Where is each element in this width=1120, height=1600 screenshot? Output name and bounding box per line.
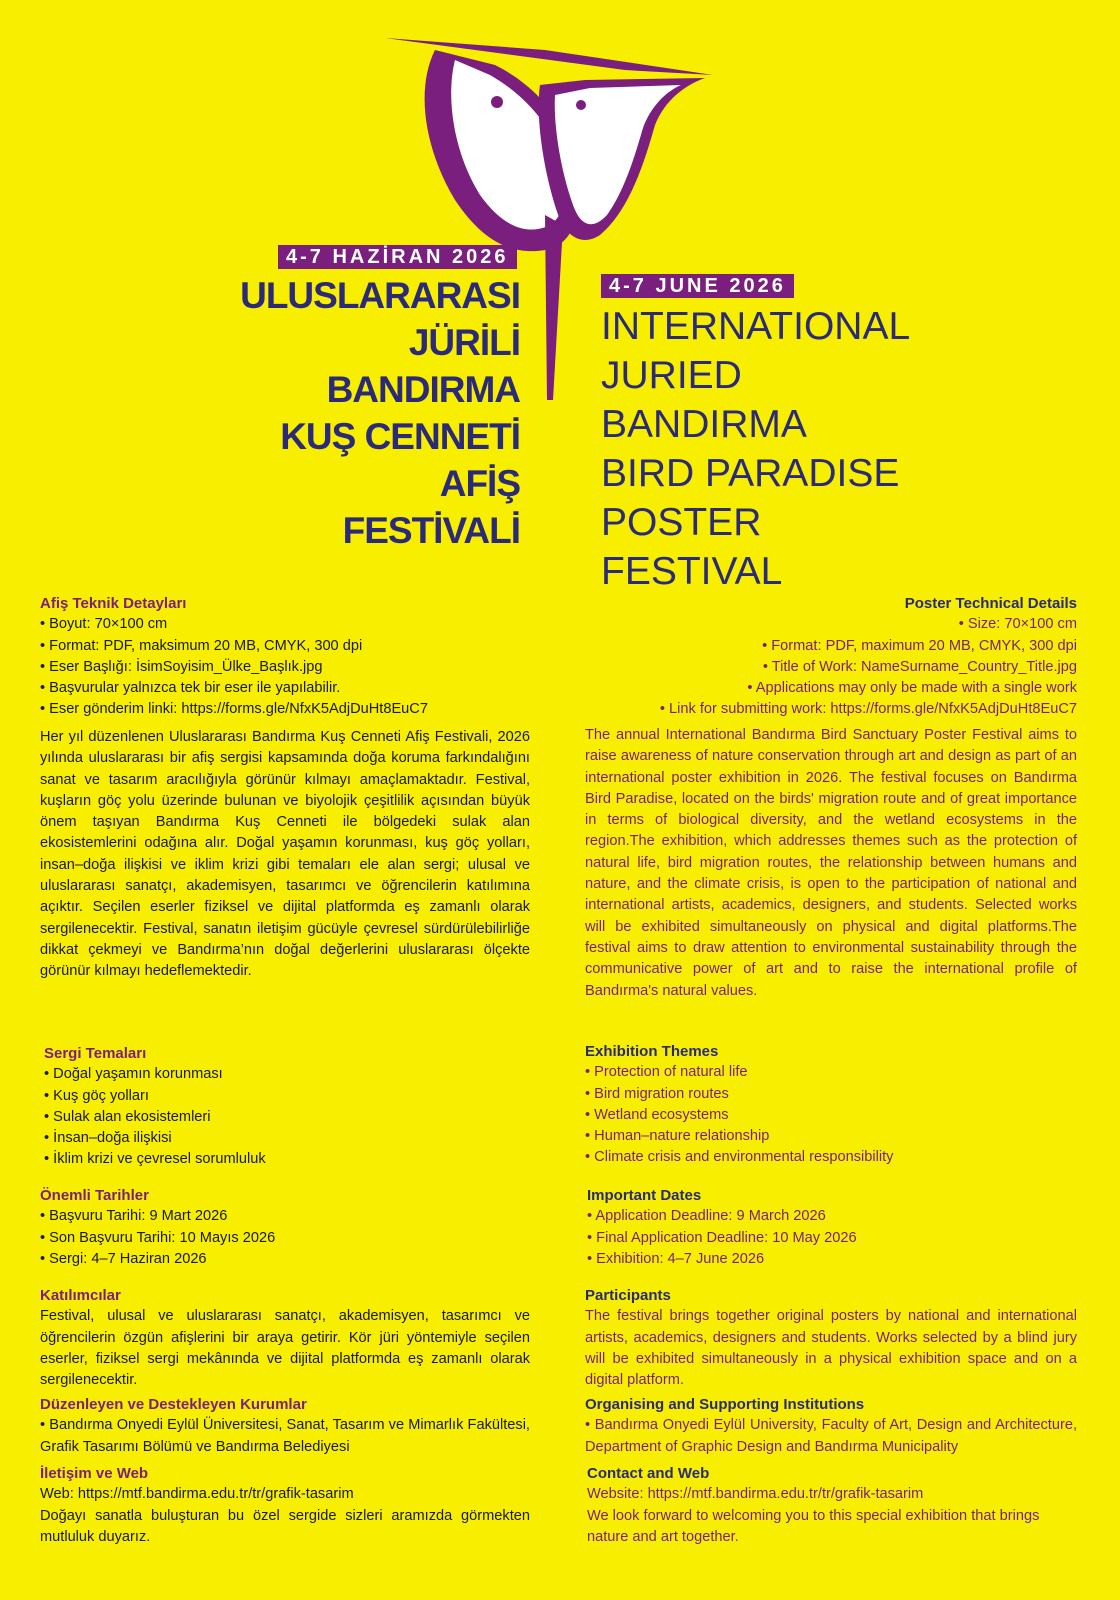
list-item: • Sulak alan ekosistemleri: [44, 1108, 211, 1125]
tr-organisers-section: [40, 1394, 530, 1458]
list-item: • Kuş göç yolları: [44, 1087, 149, 1104]
list-item: • Application Deadline: 9 March 2026: [587, 1208, 826, 1225]
list-item: • Size: 70×100 cm: [958, 616, 1077, 633]
list-item: • Son Başvuru Tarihi: 10 Mayıs 2026: [40, 1229, 276, 1246]
tr-web-link[interactable]: Web: https://mtf.bandirma.edu.tr/tr/grafik-tasarim: [40, 1486, 354, 1503]
list-item: • Sergi: 4–7 Haziran 2026: [40, 1250, 207, 1267]
en-themes-section: [585, 1041, 1077, 1169]
tr-tech-section: [40, 593, 530, 721]
tr-title-line: BANDIRMA: [326, 369, 520, 410]
list-item: • Bird migration routes: [585, 1085, 729, 1102]
en-organisers-heading: Organising and Supporting Institutions: [585, 1396, 865, 1413]
en-dates-heading: Important Dates: [587, 1187, 702, 1204]
en-participants-text: The festival brings together original posters by national and international artists, academics, designers and students. Works selected by a blind jury will be exhibited simultaneously in a physical exhibition space and on a digital platform.: [585, 1308, 1077, 1389]
tr-organisers-heading: Düzenleyen ve Destekleyen Kurumlar: [40, 1396, 307, 1413]
list-item: • Final Application Deadline: 10 May 2026: [587, 1229, 857, 1246]
tr-title-line: KUŞ CENNETİ: [280, 416, 520, 457]
list-item: • Applications may only be made with a single work: [747, 680, 1077, 697]
tr-organisers-text: • Bandırma Onyedi Eylül Üniversitesi, Sanat, Tasarım ve Mimarlık Fakültesi, Grafik Tasarımı Bölümü ve Bandırma Belediyesi: [40, 1417, 530, 1455]
tr-themes-heading: Sergi Temaları: [44, 1045, 147, 1062]
tr-dates-section: [40, 1185, 530, 1270]
list-item: • Title of Work: NameSurname_Country_Title.jpg: [762, 658, 1077, 675]
list-item: • İnsan–doğa ilişkisi: [44, 1130, 172, 1147]
en-dates-section: [587, 1185, 1079, 1270]
list-item: • Wetland ecosystems: [585, 1106, 729, 1123]
tr-date-badge: 4-7 HAZİRAN 2026: [278, 245, 517, 269]
en-organisers-section: [585, 1394, 1077, 1458]
tr-contact-text: Doğayı sanatla buluşturan bu özel sergide sizleri aramızda görmekten mutluluk duyarız.: [40, 1507, 530, 1545]
list-item: • Format: PDF, maximum 20 MB, CMYK, 300 dpi: [762, 637, 1077, 654]
tr-participants-text: Festival, ulusal ve uluslararası sanatçı, akademisyen, tasarımcı ve öğrencilerin özgün afişlerini bir araya getirir. Kör jüri yöntemiyle seçilen eserler, fiziksel sergi mekânında ve dijital platformda eş zamanlı olarak sergilenecektir.: [40, 1308, 530, 1389]
list-item: • Climate crisis and environmental responsibility: [585, 1149, 894, 1166]
en-date-badge: 4-7 JUNE 2026: [601, 274, 794, 298]
list-item: • Format: PDF, maksimum 20 MB, CMYK, 300 dpi: [40, 637, 363, 654]
list-item: • Exhibition: 4–7 June 2026: [587, 1250, 765, 1267]
tr-title: [150, 272, 520, 554]
list-item: • Eser Başlığı: İsimSoyisim_Ülke_Başlık.jpg: [40, 658, 323, 675]
submission-link[interactable]: • Eser gönderim linki: https://forms.gle/NfxK5AdjDuHt8EuC7: [40, 701, 428, 718]
en-tech-heading: Poster Technical Details: [904, 595, 1077, 612]
en-tech-section: [585, 593, 1077, 721]
en-web-link[interactable]: Website: https://mtf.bandirma.edu.tr/tr/grafik-tasarim: [587, 1486, 924, 1503]
list-item: • Human–nature relationship: [585, 1128, 770, 1145]
tr-participants-section: [40, 1285, 530, 1391]
tr-title-line: FESTİVALİ: [342, 510, 520, 551]
list-item: • Boyut: 70×100 cm: [40, 616, 168, 633]
en-title-line: JURIED: [601, 354, 742, 397]
en-title-line: FESTIVAL: [601, 550, 783, 593]
list-item: • Protection of natural life: [585, 1064, 748, 1081]
tr-contact-heading: İletişim ve Web: [40, 1465, 149, 1482]
tr-dates-heading: Önemli Tarihler: [40, 1187, 149, 1204]
tr-participants-heading: Katılımcılar: [40, 1287, 121, 1304]
en-participants-heading: Participants: [585, 1287, 671, 1304]
en-intro: The annual International Bandırma Bird Sanctuary Poster Festival aims to raise awareness of nature conservation through art and design as part of an international poster exhibition in 2026. The festival focuses on Bandırma Bird Paradise, located on the birds' migration route and of great importance in terms of biological diversity, and the wetland ecosystems in the region.The exhibition, which addresses themes such as the protection of natural life, bird migration routes, the relationship between humans and nature, and the climate crisis, is open to the participation of national and international artists, academics, designers, and students. Selected works will be exhibited simultaneously on physical and digital platforms.The festival aims to draw attention to environmental sustainability through the communicative power of art and to raise the international profile of Bandırma's natural values.: [585, 727, 1077, 999]
en-themes-heading: Exhibition Themes: [585, 1043, 719, 1060]
en-organisers-text: • Bandırma Onyedi Eylül University, Faculty of Art, Design and Architecture, Department of Graphic Design and Bandırma Municipality: [585, 1417, 1077, 1455]
list-item: • Başvuru Tarihi: 9 Mart 2026: [40, 1208, 228, 1225]
list-item: • Doğal yaşamın korunması: [44, 1066, 223, 1083]
submission-link[interactable]: • Link for submitting work: https://forms.gle/NfxK5AdjDuHt8EuC7: [659, 701, 1077, 718]
en-contact-heading: Contact and Web: [587, 1465, 710, 1482]
en-title-line: INTERNATIONAL: [601, 305, 911, 348]
en-title-line: BANDIRMA: [601, 403, 807, 446]
en-participants-section: [585, 1285, 1077, 1391]
tr-title-line: JÜRİLİ: [408, 322, 520, 363]
tr-themes-section: [44, 1043, 534, 1171]
en-contact-section: [587, 1463, 1081, 1548]
tr-title-line: AFİŞ: [439, 463, 520, 504]
tr-title-line: ULUSLARARASI: [240, 275, 520, 316]
en-title-line: POSTER: [601, 501, 762, 544]
en-contact-text: We look forward to welcoming you to this special exhibition that brings nature and art together.: [587, 1507, 1040, 1545]
en-title-line: BIRD PARADISE: [601, 452, 900, 495]
tr-intro: Her yıl düzenlenen Uluslararası Bandırma Kuş Cenneti Afiş Festivali, 2026 yılında uluslararası bir afiş sergisi kapsamında doğa koruma farkındalığını sanat ve tasarım aracılığıyla görünür kılmayı amaçlamaktadır. Festival, kuşların göç yolu üzerinde bulunan ve biyolojik çeşitlilik açısından büyük önem taşıyan Bandırma Kuş Cenneti ile bölgedeki sulak alan ekosistemlerini odağına alır. Doğal yaşamın korunması, kuş göç yolları, insan–doğa ilişkisi ve iklim krizi gibi temaları ele alan sergi; ulusal ve uluslararası sanatçı, akademisyen, tasarımcı ve öğrencilerin katılımına açıktır. Seçilen eserler fiziksel ve dijital platformda eş zamanlı olarak sergilenecektir. Festival, sanatın iletişim gücüyle çevresel sürdürülebilirliğe dikkat çekmeyi ve Bandırma’nın doğal değerlerini uluslararası ölçekte görünür kılmayı hedeflemektedir.: [40, 729, 530, 980]
en-title: [601, 302, 1081, 596]
tr-contact-section: [40, 1463, 530, 1548]
tr-tech-heading: Afiş Teknik Detayları: [40, 595, 187, 612]
list-item: • İklim krizi ve çevresel sorumluluk: [44, 1151, 266, 1168]
list-item: • Başvurular yalnızca tek bir eser ile yapılabilir.: [40, 680, 341, 697]
